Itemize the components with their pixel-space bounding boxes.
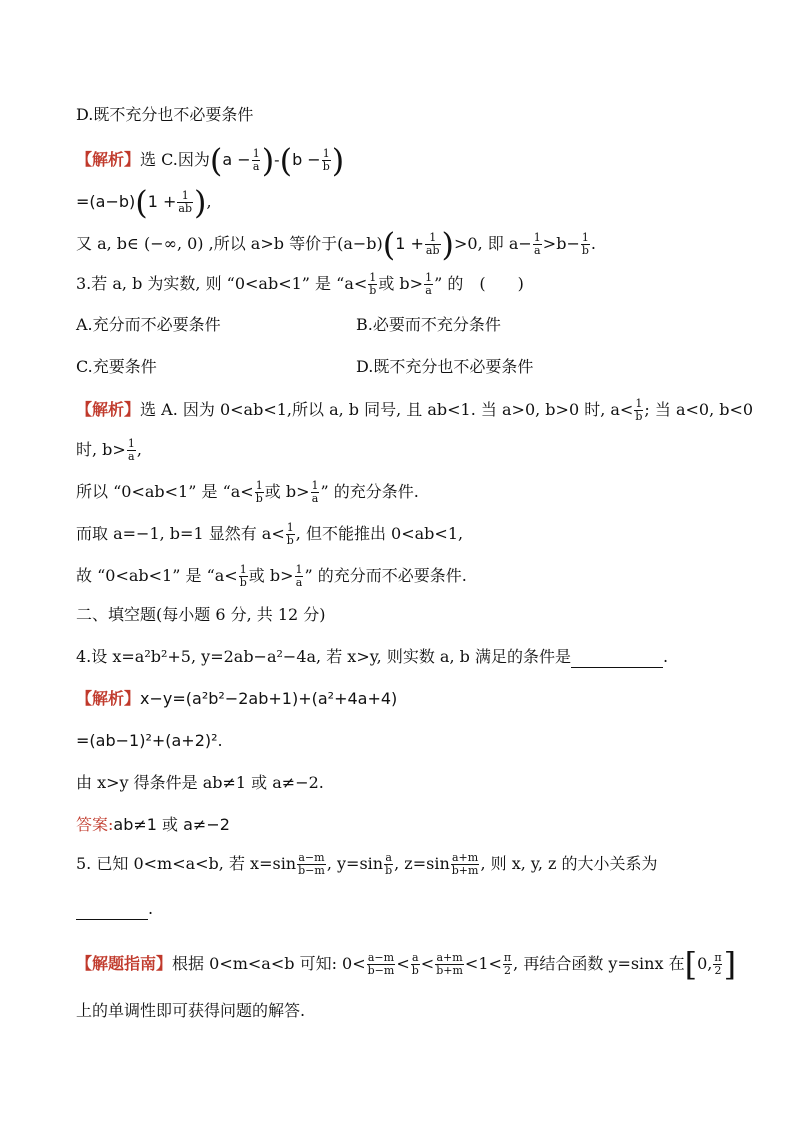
fraction: $\frac{1}{a}$	[252, 147, 260, 173]
q2-solution-line-1: 【解析】选 C.因为(a − $\frac{1}{a}$ )-(b − $\frac{1}{b}$ )	[76, 141, 345, 180]
q3-option-b: B.必要而不充分条件	[356, 315, 501, 334]
q3-options-row-1	[76, 314, 716, 336]
answer-blank[interactable]	[76, 901, 148, 920]
q3-solution-line-3: 所以 “0<ab<1” 是 “a< $\frac{1}{b}$ 或 b> $\frac{1}{a}$ ” 的充分条件.	[76, 479, 419, 505]
q3-option-c: C.充要条件	[76, 357, 157, 376]
q3-option-a: A.充分而不必要条件	[76, 315, 221, 334]
q5-guide-line-1: 【解题指南】根据 0<m<a<b 可知: 0< $\frac{a-m}{b-m}$ < $\frac{a}{b}$ < $\frac{a+m}{b+m}$ <1< $\frac{\pi}{2}$ , 再结合函数 y=sinx 在[0, $\frac{\pi}{2}$ ]	[76, 945, 737, 984]
q5-stem: 5. 已知 0<m<a<b, 若 x=sin $\frac{a-m}{b-m}$ , y=sin $\frac{a}{b}$ , z=sin $\frac{a+m}{b+m}$ , 则 x, y, z 的大小关系为	[76, 851, 658, 877]
q5-guide-line-2: 上的单调性即可获得问题的解答.	[76, 1001, 306, 1020]
q4-solution-line-3: 由 x>y 得条件是 ab≠1 或 a≠−2.	[76, 773, 324, 792]
q4-solution-line-2: =(ab−1)²+(a+2)².	[76, 731, 223, 750]
q3-option-d: D.既不充分也不必要条件	[356, 357, 534, 376]
q3-solution-line-4: 而取 a=−1, b=1 显然有 a< $\frac{1}{b}$ , 但不能推出 0<ab<1,	[76, 521, 464, 547]
q3-solution-line-1: 【解析】选 A. 因为 0<ab<1,所以 a, b 同号, 且 ab<1. 当 a>0, b>0 时, a< $\frac{1}{b}$ ; 当 a<0, b<0	[76, 397, 754, 423]
q2-solution-line-3: 又 a, b∈ (−∞, 0) ,所以 a>b 等价于(a−b)(1 + $\frac{1}{ab}$ )>0, 即 a− $\frac{1}{a}$ >b− $\frac{1}{b}$ .	[76, 225, 596, 264]
q5-answer-blank-line: .	[76, 898, 153, 920]
q4-answer: 答案:ab≠1 或 a≠−2	[76, 815, 230, 834]
answer-label: 答案:	[76, 815, 114, 834]
q4-stem: 4.设 x=a²b²+5, y=2ab−a²−4a, 若 x>y, 则实数 a, b 满足的条件是 .	[76, 647, 669, 666]
q3-solution-line-2: 时, b> $\frac{1}{a}$ ,	[76, 437, 142, 463]
q3-options-row-2	[76, 356, 716, 378]
q2-option-d: D.既不充分也不必要条件	[76, 105, 254, 124]
q3-stem: 3.若 a, b 为实数, 则 “0<ab<1” 是 “a< $\frac{1}{b}$ 或 b> $\frac{1}{a}$ ” 的 ( )	[76, 271, 524, 297]
q3-solution-line-5: 故 “0<ab<1” 是 “a< $\frac{1}{b}$ 或 b> $\frac{1}{a}$ ” 的充分而不必要条件.	[76, 563, 467, 589]
section-title: 二、填空题(每小题 6 分, 共 12 分)	[76, 605, 326, 624]
q2-solution-line-2: =(a−b)(1 + $\frac{1}{ab}$ ),	[76, 183, 212, 222]
answer-blank[interactable]	[571, 649, 663, 668]
q4-solution-line-1: 【解析】x−y=(a²b²−2ab+1)+(a²+4a+4)	[76, 689, 398, 708]
